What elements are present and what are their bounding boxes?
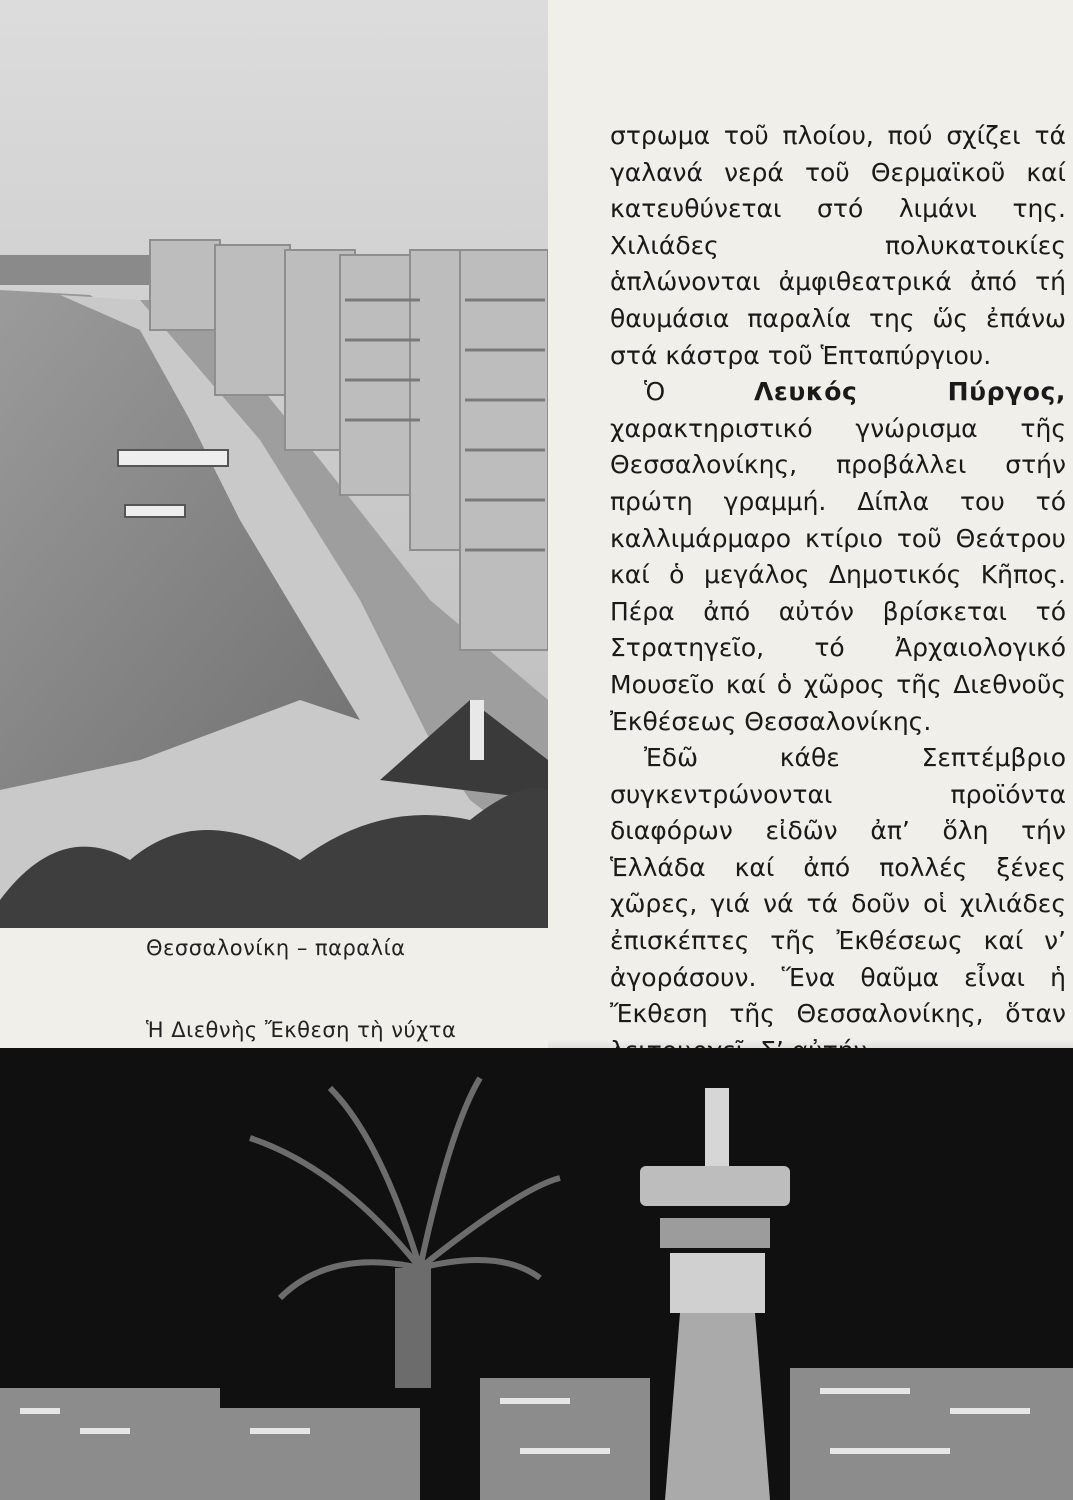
waterfront-photo: [0, 0, 548, 928]
photo-caption: Ἡ Διεθνὴς Ἔκθεση τὴ νύχτα: [146, 1018, 457, 1042]
paragraph: στρωμα τοῦ πλοίου, πού σχίζει τά γαλανά νερά τοῦ Θερμαϊκοῦ καί κατευθύνεται στό λιμάνι της. Χιλιάδες πολυκατοικίες ἁπλώνονται ἀμφιθεατρικά ἀπό τή θαυμάσια παραλία της ὥς ἐπάνω στά κάστρα τοῦ Ἑπταπύργιου.: [610, 121, 1066, 370]
photo-caption: Θεσσαλονίκη – παραλία: [146, 936, 406, 960]
article-text: [610, 118, 1066, 1069]
paragraph-body: χαρακτηριστικό γνώρισμα τῆς Θεσσαλονίκης, προβάλλει στήν πρώτη γραμμή. Δίπλα του τό καλλιμάρμαρο κτίριο τοῦ Θεάτρου καί ὁ μεγάλος Δημοτικός Κῆπος. Πέρα ἀπό αὐτόν βρίσκεται τό Στρατηγεῖο, τό Ἀρχαιολογικό Μουσεῖο καί ὁ χῶρος τῆς Διεθνοῦς Ἐκθέσεως Θεσσαλονίκης.: [610, 413, 1066, 736]
paragraph: [610, 374, 1066, 740]
night-fair-photo: [0, 1048, 1073, 1500]
bold-term: Λευκός Πύργος,: [753, 377, 1067, 407]
paragraph: Ἐδῶ κάθε Σεπτέμβριο συγκεντρώνονται προϊόντα διαφόρων εἰδῶν ἀπ’ ὅλη τήν Ἑλλάδα καί ἀπό πολλές ξένες χῶρες, γιά νά τά δοῦν οἱ χιλιάδες ἐπισκέπτες τῆς Ἐκθέσεως καί ν’ ἀγοράσουν. Ἕνα θαῦμα εἶναι ἡ Ἔκθεση τῆς Θεσσαλονίκης, ὅταν: [610, 743, 1066, 1029]
paragraph-lead: Ὁ: [644, 377, 754, 407]
